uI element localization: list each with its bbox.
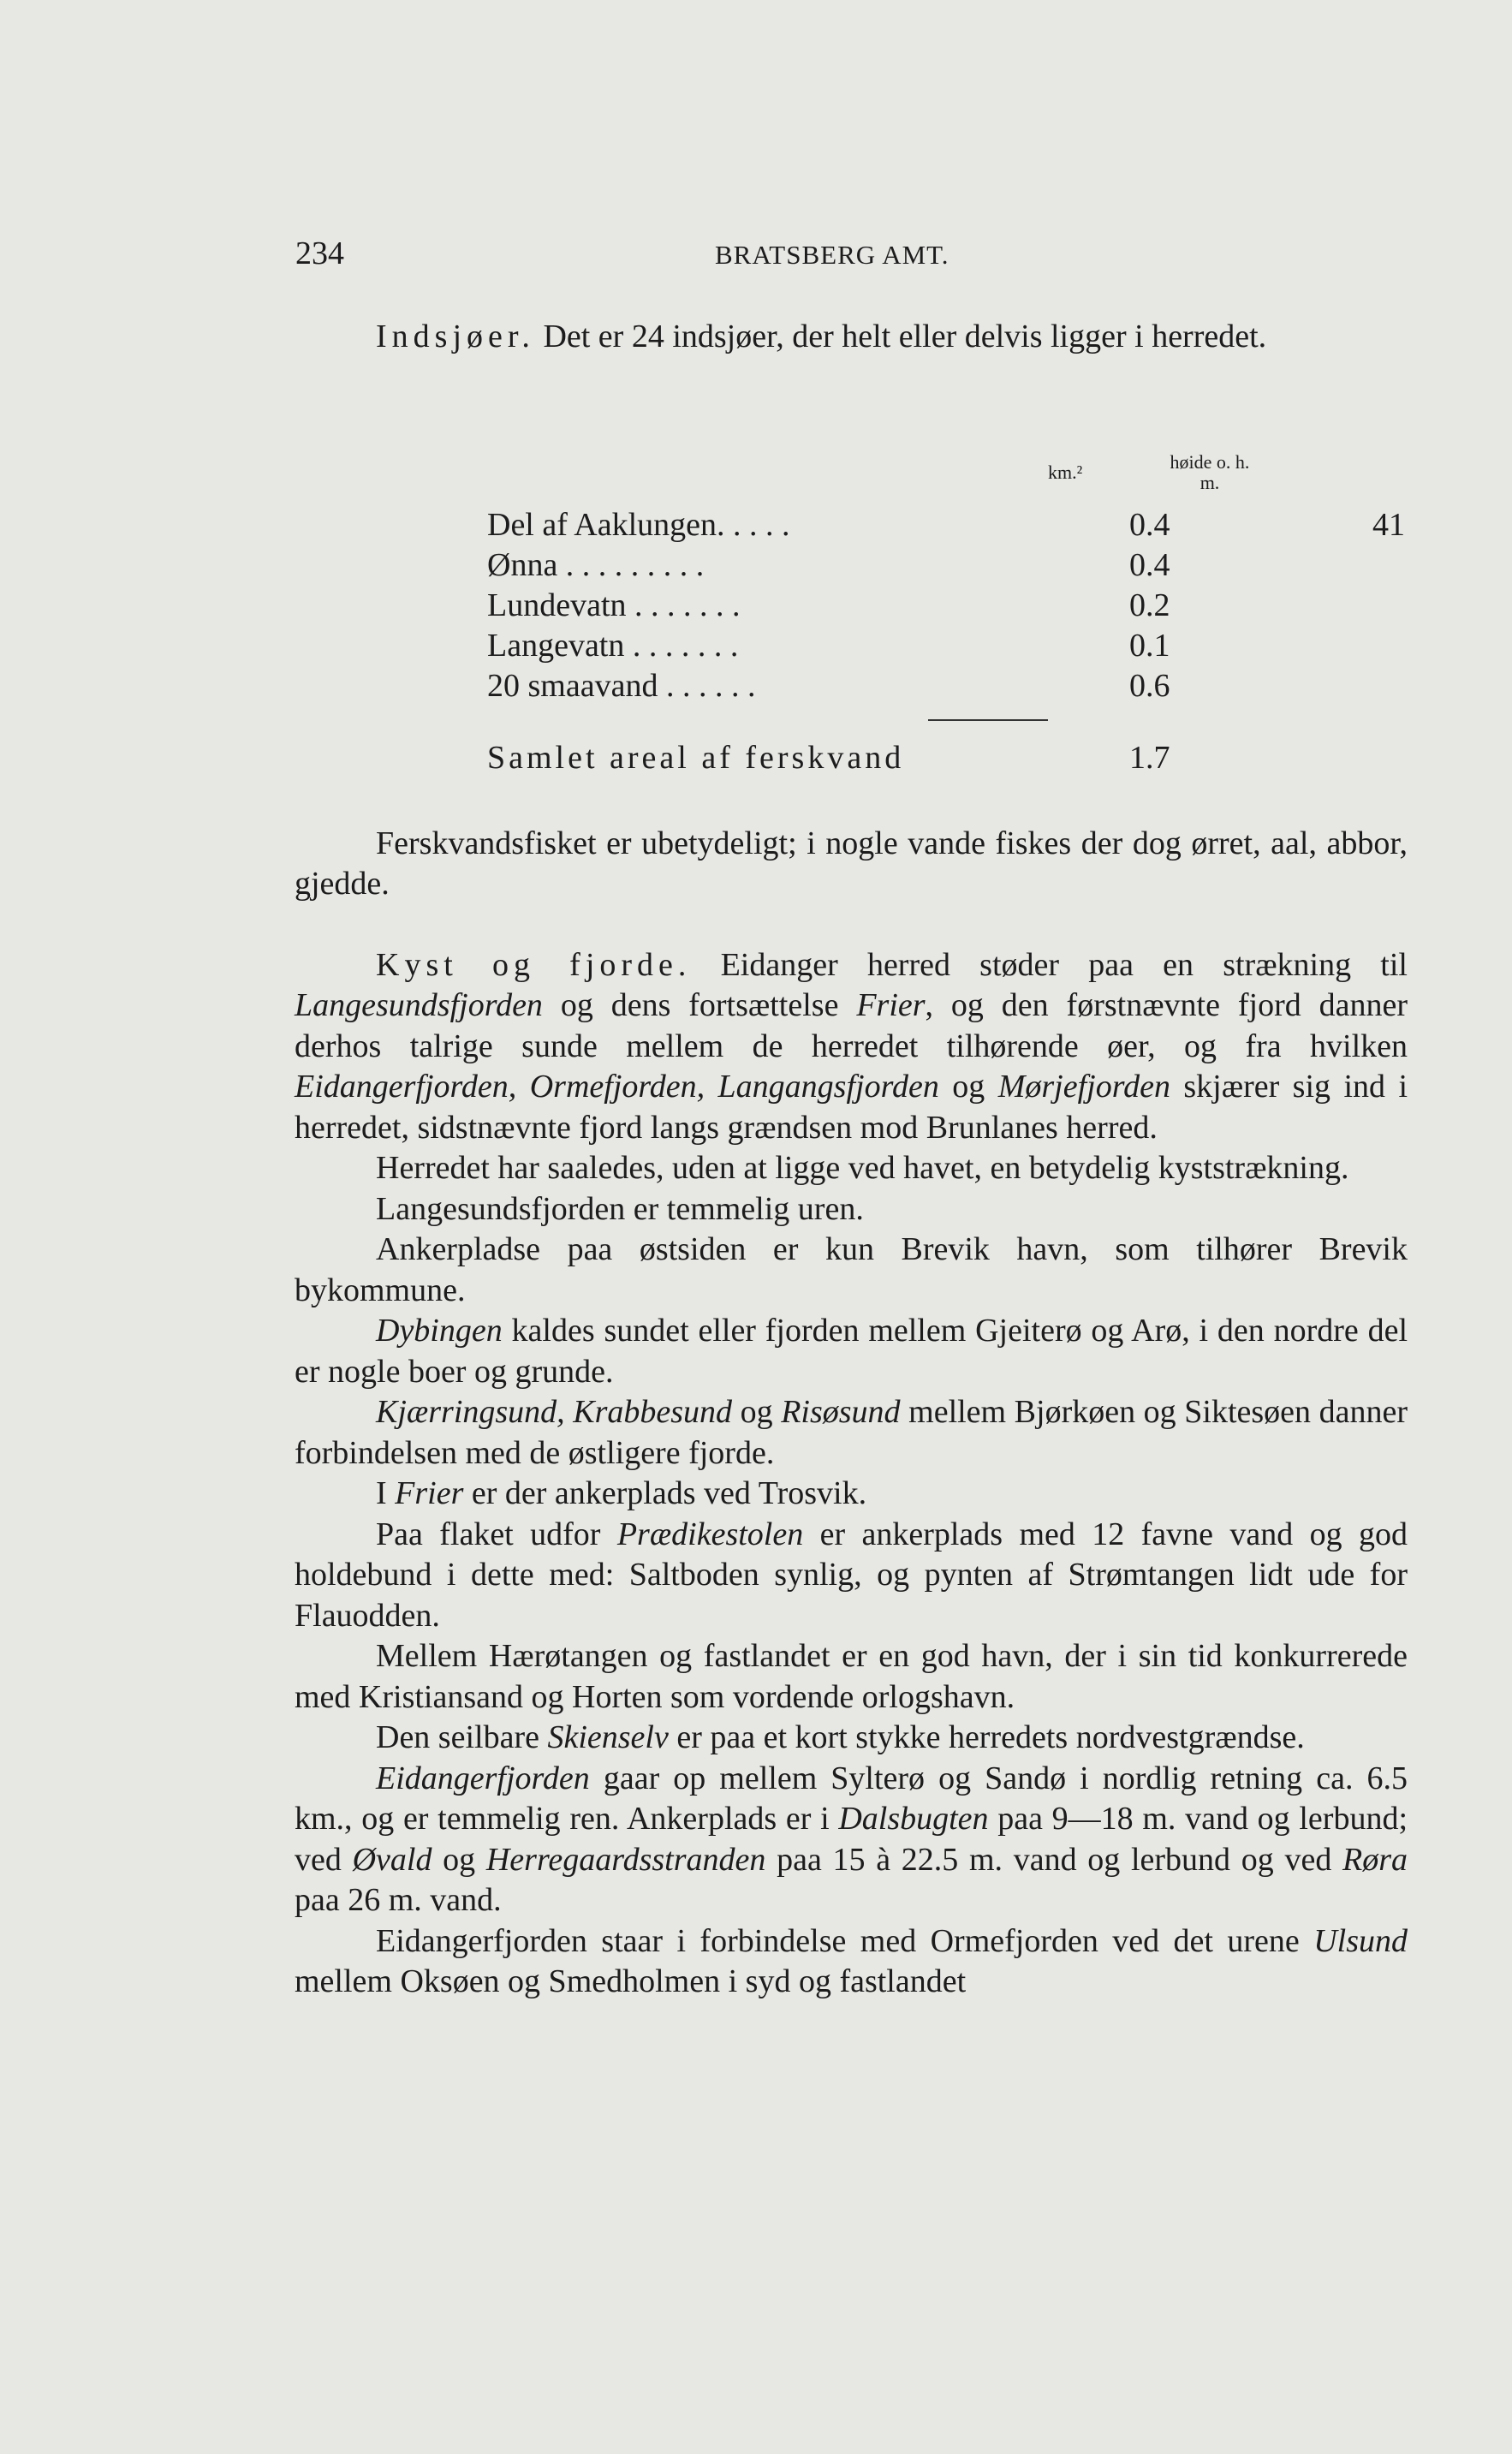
paragraph-coastline: Herredet har saaledes, uden at ligge ved havet, en betydelig kyststrækning.	[376, 1150, 1349, 1186]
table-row	[487, 666, 1258, 706]
sum-rule	[928, 719, 1048, 721]
table-row	[487, 626, 1258, 666]
paragraph-skienselv: Den seilbare Skienselv er paa et kort stykke herredets nordvestgrændse.	[376, 1719, 1305, 1755]
paragraph-anchorages: Ankerpladse paa østsiden er kun Brevik havn, som tilhører Brevik bykommune.	[295, 1231, 1408, 1308]
paragraph-lakes-intro: Indsjøer. Det er 24 indsjøer, der helt eller delvis ligger i herredet.	[376, 319, 1267, 354]
lake-name: Ønna . . . . . . . . .	[487, 546, 705, 583]
running-head: BRATSBERG AMT.	[715, 240, 949, 270]
table-row	[487, 505, 1405, 545]
page-header	[295, 235, 1408, 286]
lake-table	[295, 368, 1408, 824]
lake-area: 0.4	[1129, 546, 1170, 583]
lake-name: Langevatn . . . . . . .	[487, 627, 739, 664]
page-number: 234	[295, 235, 344, 271]
lake-name: Del af Aaklungen. . . . .	[487, 506, 790, 543]
table-row	[487, 545, 1258, 586]
paragraph-frier: I Frier er der ankerplads ved Trosvik.	[376, 1475, 867, 1511]
table-row	[487, 586, 1258, 626]
lake-area: 0.4	[1129, 506, 1170, 543]
lake-name: 20 smaavand . . . . . .	[487, 667, 756, 704]
paragraph-haerotangen: Mellem Hærøtangen og fastlandet er en god havn, der i sin tid konkurrerede med Kristiansand og Horten som vordende orlogshavn.	[295, 1638, 1408, 1715]
paragraph-flaket: Paa flaket udfor Prædikestolen er ankerplads med 12 favne vand og god holdebund i dette med: Saltboden synlig, og pynten af Strømtangen lidt ude for Flauodden.	[295, 1516, 1408, 1634]
section-heading-coast: Kyst og fjorde.	[376, 946, 692, 983]
body-text	[295, 317, 1408, 2003]
paragraph-coast: Kyst og fjorde. Eidanger herred støder paa en strækning til Langesundsfjorden og dens fortsættelse Frier, og den førstnævnte fjord danner derhos talrige sunde mellem de herredet tilhørende øer, og fra hvilken Eidangerfjorden, Ormefjorden, Langangsfjorden og Mørjefjorden skjærer sig ind i herredet, sidstnævnte fjord langs grændsen mod Brunlanes herred.	[295, 946, 1408, 1146]
paragraph-sounds: Kjærringsund, Krabbesund og Risøsund mellem Bjørkøen og Siktesøen danner forbindelsen med de østligere fjorde.	[295, 1394, 1408, 1471]
paragraph-eidangerfjorden: Eidangerfjorden gaar op mellem Sylterø og Sandø i nordlig retning ca. 6.5 km., og er temmelig ren. Ankerplads er i Dalsbugten paa 9—18 m. vand og lerbund; ved Øvald og Herregaardsstranden paa 15 à 22.5 m. vand og lerbund og ved Røra paa 26 m. vand.	[295, 1760, 1408, 1918]
paragraph-uren: Langesundsfjorden er temmelig uren.	[376, 1190, 864, 1227]
paragraph-fishing: Ferskvandsfisket er ubetydeligt; i nogle vande fiskes der dog ørret, aal, abbor, gjedde.	[295, 825, 1408, 902]
column-header-area: km.²	[1048, 461, 1083, 483]
section-heading-lakes: Indsjøer.	[376, 319, 535, 354]
lake-name: Lundevatn . . . . . . .	[487, 587, 741, 623]
paragraph-ulsund: Eidangerfjorden staar i forbindelse med Ormefjorden ved det urene Ulsund mellem Oksøen og Smedholmen i syd og fastlandet	[295, 1922, 1408, 1999]
total-label: Samlet areal af ferskvand	[487, 739, 905, 776]
column-header-height: høide o. h. m.	[1170, 450, 1250, 493]
total-row	[487, 738, 1258, 778]
lake-area: 0.1	[1129, 627, 1170, 664]
total-value: 1.7	[1129, 739, 1170, 776]
lake-height: 41	[1372, 506, 1405, 543]
paragraph-dybingen: Dybingen kaldes sundet eller fjorden mellem Gjeiterø og Arø, i den nordre del er nogle boer og grunde.	[295, 1313, 1408, 1390]
lake-area: 0.6	[1129, 667, 1170, 704]
lake-area: 0.2	[1129, 587, 1170, 623]
